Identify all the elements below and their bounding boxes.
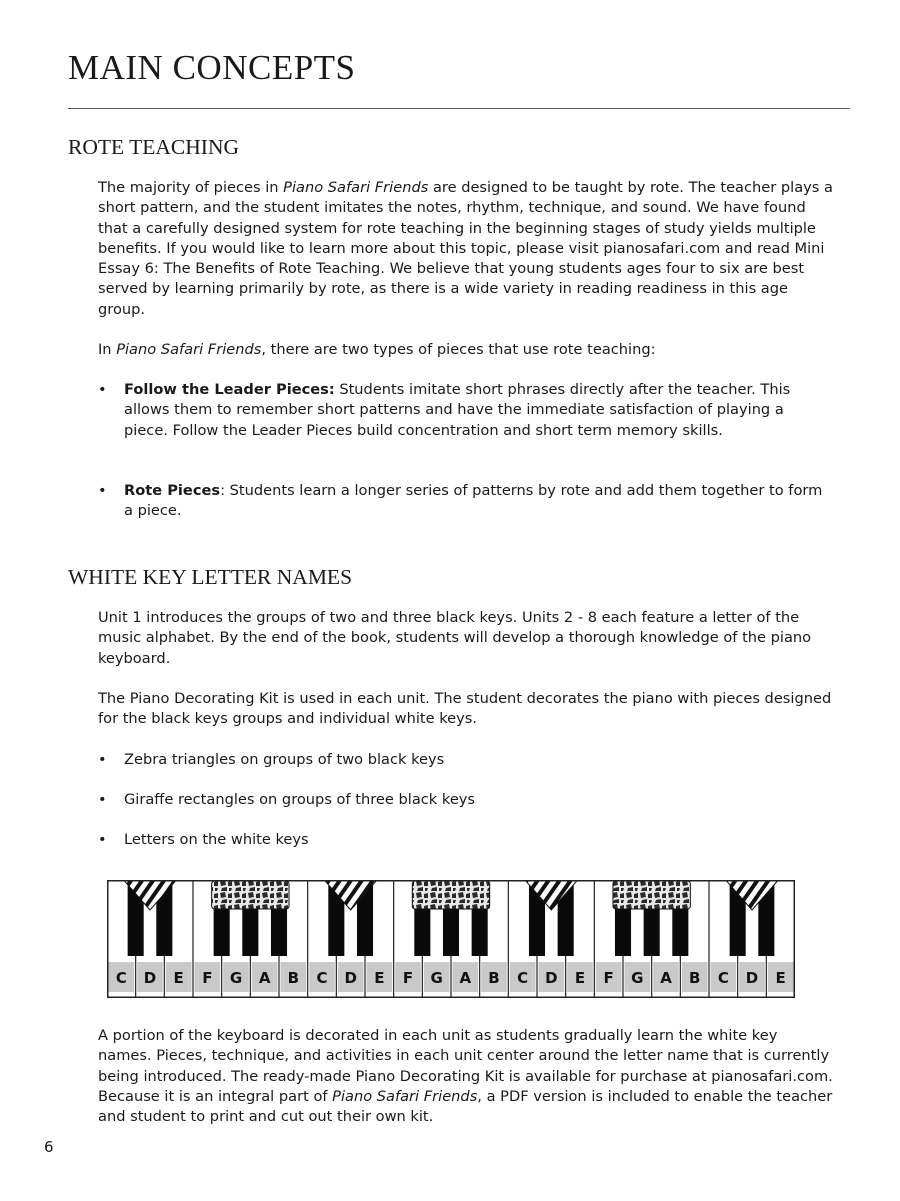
white-key-letter: C <box>517 969 529 987</box>
white-key-letter: A <box>459 969 472 987</box>
white-key-letter: G <box>229 969 243 987</box>
rote-paragraph-2: In Piano Safari Friends, there are two types of pieces that use rote teaching: <box>98 341 656 358</box>
bullet-icon: • <box>98 791 107 808</box>
list-item: • Follow the Leader Pieces: Students imitate short phrases directly after the teacher. This allows them to remember short patterns and have the immediate satisfaction of playing a piece. Follow the Leader Pieces build concentration and short term memory skills. <box>98 381 791 439</box>
white-key-letter: E <box>775 969 786 987</box>
white-keys-paragraph-3: A portion of the keyboard is decorated in each unit as students gradually learn the white key names. Pieces, technique, and activities in each unit center around the letter name that is currently being introduced. The ready-made Piano Decorating Kit is available for purchase at pianosafari.com. Because it is an integral part of Piano Safari Friends, a PDF version is included to enable the teacher and student to print and cut out their own kit. <box>98 1027 833 1126</box>
white-key-letter: F <box>402 969 414 987</box>
giraffe-rectangle-decoration <box>613 881 690 909</box>
white-key-letter: C <box>316 969 328 987</box>
bullet-icon: • <box>98 831 107 848</box>
list-item: • Rote Pieces: Students learn a longer series of patterns by rote and add them together to form a piece. <box>98 482 823 520</box>
white-key-letter: F <box>202 969 213 987</box>
white-key-letter: E <box>574 969 586 987</box>
white-key-letter: A <box>660 969 672 987</box>
page-title: MAIN CONCEPTS <box>68 48 356 87</box>
white-key-letter: C <box>115 969 127 987</box>
white-keys-paragraph-1: Unit 1 introduces the groups of two and three black keys. Units 2 - 8 each feature a letter of the music alphabet. By the end of the book, students will develop a thorough knowledge of the piano keyboard. <box>98 609 812 667</box>
white-key-letter: D <box>545 969 558 987</box>
section-heading-white-key-letter-names: WHITE KEY LETTER NAMES <box>68 565 353 589</box>
bullet-icon: • <box>98 381 107 398</box>
white-key-letter: G <box>430 969 443 987</box>
giraffe-rectangle-decoration <box>412 881 489 909</box>
white-keys-paragraph-2: The Piano Decorating Kit is used in each unit. The student decorates the piano with pieces designed for the black keys groups and individual white keys. <box>98 690 832 728</box>
giraffe-rectangle-decoration <box>212 881 289 909</box>
piano-keyboard-illustration <box>107 880 795 998</box>
white-key-letter: B <box>688 969 701 987</box>
white-key-letter: C <box>717 969 729 987</box>
white-key-letter: D <box>745 969 759 987</box>
list-item: • Letters on the white keys <box>98 830 833 850</box>
title-divider <box>68 108 850 109</box>
rote-paragraph-1: The majority of pieces in Piano Safari Friends are designed to be taught by rote. The teacher plays a short pattern, and the student imitates the notes, rhythm, technique, and sound. We have found that a carefully designed system for rote teaching in the beginning stages of study yields multiple benefits. If you would like to learn more about this topic, please visit pianosafari.com and read Mini Essay 6: The Benefits of Rote Teaching. We believe that young students ages four to six are best served by learning primarily by rote, as there is a wide variety in reading readiness in this age group. <box>98 179 833 318</box>
bullet-icon: • <box>98 751 107 768</box>
white-key-letter: D <box>143 969 157 987</box>
white-key-letter: D <box>344 969 357 987</box>
white-key-letter: G <box>631 969 644 987</box>
list-item: • Zebra triangles on groups of two black keys <box>98 750 833 770</box>
white-key-letter: B <box>287 969 300 987</box>
white-key-letter: A <box>258 969 271 987</box>
white-key-letter: F <box>603 969 614 987</box>
page-number: 6 <box>44 1138 54 1156</box>
section-heading-rote-teaching: ROTE TEACHING <box>68 135 239 159</box>
white-key-letter: E <box>374 969 385 987</box>
bullet-icon: • <box>98 482 107 499</box>
white-key-letter: B <box>488 969 500 987</box>
white-key-letter: E <box>173 969 184 987</box>
list-item: • Giraffe rectangles on groups of three black keys <box>98 790 833 810</box>
